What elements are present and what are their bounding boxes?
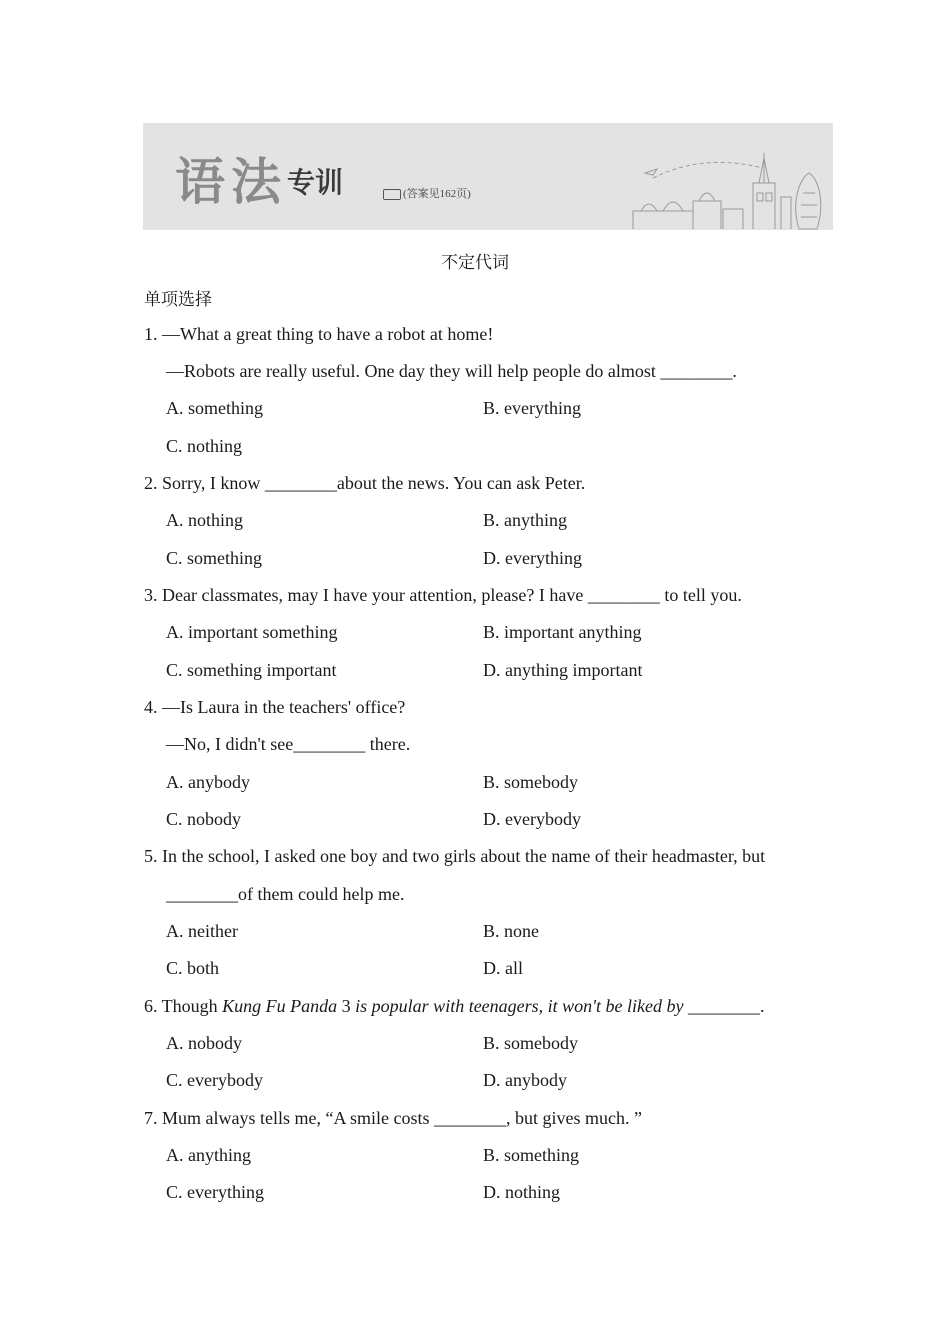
- question-6-stem: 6. Though Kung Fu Panda 3 is popular with teenagers, it won't be liked by ________.: [144, 996, 765, 1016]
- question-4-option-b[interactable]: B. somebody: [483, 772, 579, 792]
- question-7-option-d[interactable]: D. nothing: [483, 1182, 561, 1202]
- question-4-option-a[interactable]: A. anybody: [166, 772, 250, 792]
- question-7-stem: 7. Mum always tells me, “A smile costs ________, but gives much. ”: [144, 1108, 642, 1128]
- city-skyline-illustration: [623, 123, 833, 230]
- question-3-option-d[interactable]: D. anything important: [483, 660, 643, 680]
- question-5-option-b[interactable]: B. none: [483, 921, 539, 941]
- banner-title-grammar: 语法: [175, 152, 287, 211]
- question-4-stem-cont: —No, I didn't see________ there.: [166, 734, 411, 754]
- question-7-option-b[interactable]: B. something: [483, 1145, 580, 1165]
- question-1-stem: 1. —What a great thing to have a robot at home!: [144, 324, 494, 344]
- header-banner: [143, 123, 833, 230]
- question-2-option-d[interactable]: D. everything: [483, 548, 582, 568]
- question-4-stem: 4. —Is Laura in the teachers' office?: [144, 697, 406, 717]
- question-6-option-d[interactable]: D. anybody: [483, 1070, 567, 1090]
- question-6-option-c[interactable]: C. everybody: [166, 1070, 263, 1090]
- question-5-option-a[interactable]: A. neither: [166, 921, 238, 941]
- banner-answer-ref: (答案见162页): [383, 189, 471, 200]
- question-5-stem: 5. In the school, I asked one boy and two girls about the name of their headmaster, but: [144, 846, 766, 866]
- question-3-option-a[interactable]: A. important something: [166, 622, 338, 642]
- question-7-option-a[interactable]: A. anything: [166, 1145, 251, 1165]
- question-5-option-d[interactable]: D. all: [483, 958, 523, 978]
- question-1-option-b[interactable]: B. everything: [483, 398, 581, 418]
- question-5-option-c[interactable]: C. both: [166, 958, 220, 978]
- question-3-stem: 3. Dear classmates, may I have your attention, please? I have ________ to tell you.: [144, 585, 742, 605]
- question-7-option-c[interactable]: C. everything: [166, 1182, 264, 1202]
- question-3-option-c[interactable]: C. something important: [166, 660, 337, 680]
- question-1-option-c[interactable]: C. nothing: [166, 436, 243, 456]
- section-heading: 单项选择: [144, 290, 212, 310]
- pointing-hand-icon: [383, 189, 401, 200]
- question-1-stem-cont: —Robots are really useful. One day they will help people do almost ________.: [166, 361, 737, 381]
- question-1-option-a[interactable]: A. something: [166, 398, 263, 418]
- page-title: 不定代词: [441, 253, 509, 273]
- banner-title-training: 专训: [287, 166, 344, 199]
- question-4-option-d[interactable]: D. everybody: [483, 809, 581, 829]
- question-2-option-a[interactable]: A. nothing: [166, 510, 244, 530]
- question-3-option-b[interactable]: B. important anything: [483, 622, 642, 642]
- question-2-stem: 2. Sorry, I know ________about the news. You can ask Peter.: [144, 473, 586, 493]
- question-4-option-c[interactable]: C. nobody: [166, 809, 242, 829]
- question-5-stem-cont: ________of them could help me.: [166, 884, 405, 904]
- question-2-option-c[interactable]: C. something: [166, 548, 263, 568]
- question-6-option-b[interactable]: B. somebody: [483, 1033, 579, 1053]
- question-2-option-b[interactable]: B. anything: [483, 510, 567, 530]
- question-6-option-a[interactable]: A. nobody: [166, 1033, 242, 1053]
